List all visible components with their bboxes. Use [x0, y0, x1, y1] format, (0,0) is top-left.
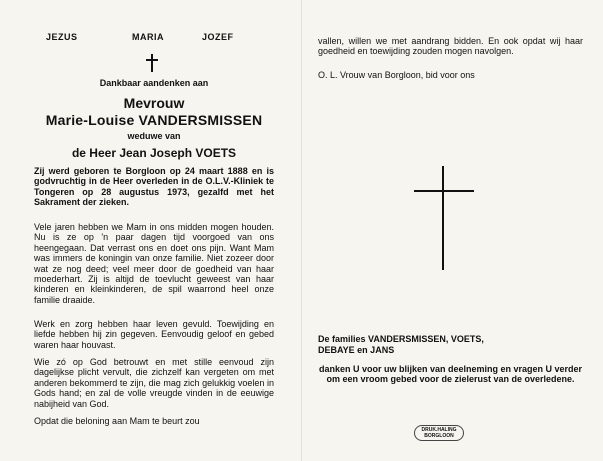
prayer-line: O. L. Vrouw van Borgloon, bid voor ons — [318, 70, 475, 80]
widow-of-line: weduwe van — [127, 131, 181, 141]
left-panel — [34, 0, 274, 461]
name-jezus: JEZUS — [46, 32, 78, 42]
small-cross-icon — [145, 54, 159, 72]
large-cross-icon — [414, 166, 474, 270]
printer-name: DRUK.HALING — [421, 427, 457, 433]
deceased-name: Marie-Louise VANDERSMISSEN — [45, 112, 263, 128]
printer-stamp — [414, 425, 464, 441]
eulogy-paragraph-1: Vele jaren hebben we Mam in ons midden mogen houden. Nu is ze op 'n paar dagen tijd voorgoed van ons heengegaan. Dat verrast ons en doet ons pijn. Want Mam was immers de koningin van onze familie. Niet zozeer door wat ze nog deed; veel meer door de goedheid van haar moederhart. Zij is altijd de toevlucht geweest van haar kinderen en kleinkinderen, de spil waarrond heel onze familie draaide. — [34, 222, 274, 305]
name-jozef: JOZEF — [202, 32, 234, 42]
birth-death-paragraph: Zij werd geboren te Borgloon op 24 maart 1888 en is godvruchtig in de Heer overleden in de O.L.V.-Kliniek te Tongeren op 28 augustus 1973, gezalfd met het Sakrament der zieken. — [34, 166, 274, 208]
name-maria: MARIA — [132, 32, 164, 42]
right-panel — [318, 0, 583, 461]
eulogy-paragraph-3: Wie zó op God betrouwt en met stille eenvoud zijn dagelijkse plicht vervult, die zichzelf kan vergeten om met anderen bekommerd te zijn, die mag zich gelukkig voelen in Gods hand; en zal de volle vreugde vinden in de eeuwige nabijheid van God. — [34, 357, 274, 409]
husband-name: de Heer Jean Joseph VOETS — [71, 146, 237, 160]
fold-line — [301, 0, 302, 461]
honorific: Mevrouw — [123, 95, 185, 111]
eulogy-paragraph-2: Werk en zorg hebben haar leven gevuld. Toewijding en liefde hebben hij zin gegeven. Eenvoudig geloof en gebed waren haar houvast. — [34, 319, 274, 350]
eulogy-continuation: vallen, willen we met aandrang bidden. En ook opdat wij haar goedheid en toewijding zouden mogen navolgen. — [318, 36, 583, 57]
families-line-2: DEBAYE en JANS — [318, 345, 395, 355]
families-line-1: De families VANDERSMISSEN, VOETS, — [318, 334, 484, 344]
eulogy-paragraph-4: Opdat die beloning aan Mam te beurt zou — [34, 416, 200, 426]
families-heading — [318, 334, 583, 356]
dedication-line: Dankbaar aandenken aan — [99, 78, 209, 88]
thanks-paragraph: danken U voor uw blijken van deelneming en vragen U verder om een vroom gebed voor de zielerust van de overledene. — [318, 364, 583, 385]
printer-town: BORGLOON — [424, 433, 454, 439]
